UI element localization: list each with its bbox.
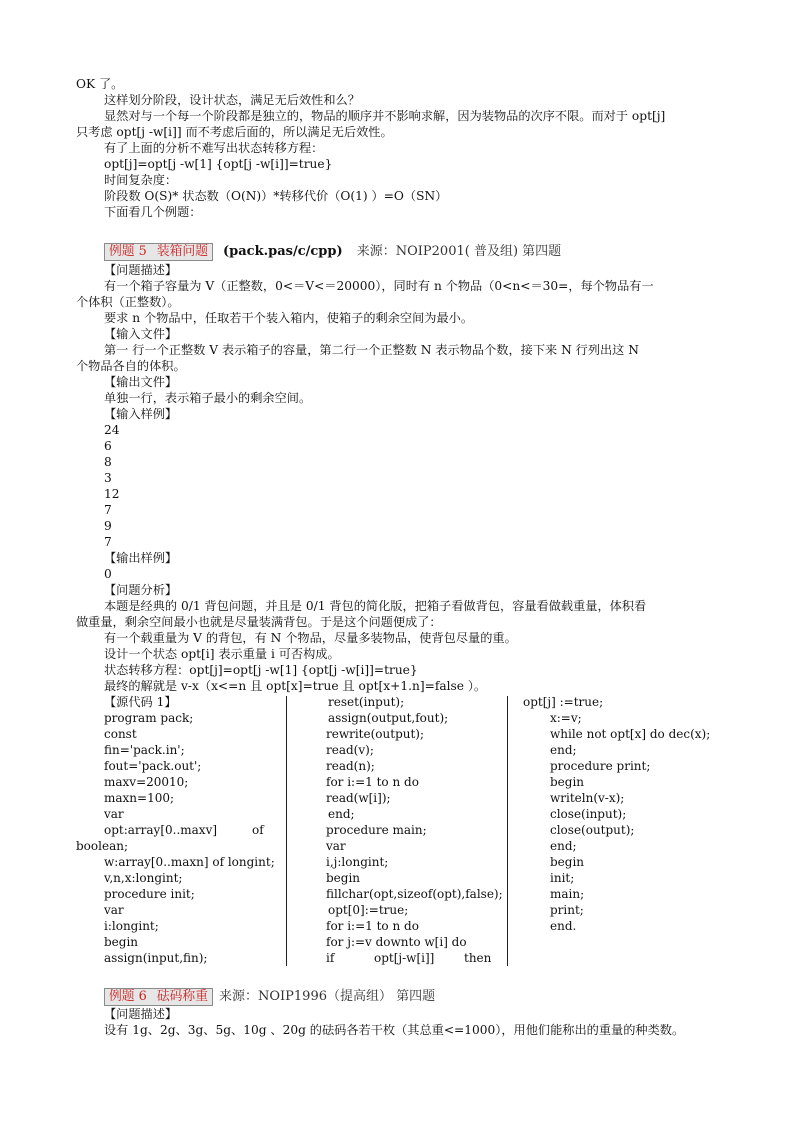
- example6-tag: 例题 6 砝码称重: [104, 988, 213, 1006]
- example5-desc-line-1: 有一个箱子容量为 V（正整数，0<＝V<＝20000），同时有 n 个物品（0<n<＝30=，每个物品有一: [104, 279, 654, 293]
- example5-analysis-line-4: 设计一个状态 opt[i] 表示重量 i 可否构成。: [104, 647, 340, 661]
- example5-tag: 例题 5 装箱问题: [104, 243, 213, 261]
- code-column-divider: [507, 696, 508, 966]
- code-line: fin='pack.in';: [104, 743, 185, 757]
- example5-sample-out-heading: 【输出样例】: [104, 551, 178, 565]
- code-line: begin: [550, 775, 585, 789]
- code-line: x:=v;: [550, 711, 582, 725]
- code-line: w:array[0..maxn] of longint;: [104, 855, 275, 869]
- code-line: assign(output,fout);: [328, 711, 449, 725]
- code-line: i,j:longint;: [326, 855, 389, 869]
- sample-in-value: 8: [104, 455, 112, 469]
- code-line: procedure init;: [104, 887, 195, 901]
- code-column-divider: [286, 696, 287, 966]
- code-line: read(n);: [326, 759, 375, 773]
- code-line: end.: [550, 919, 577, 933]
- code-line: maxv=20010;: [104, 775, 189, 789]
- sample-in-value: 7: [104, 503, 112, 517]
- example5-heading: [104, 243, 561, 261]
- example5-analysis-line-3: 有一个载重量为 V 的背包，有 N 个物品，尽量多装物品，使背包尽量的重。: [104, 631, 517, 645]
- example5-analysis-solution: 最终的解就是 v-x（x<=n 且 opt[x]=true 且 opt[x+1.n]=false ）。: [104, 679, 487, 693]
- example6-heading: [104, 988, 435, 1006]
- code-line: i:longint;: [104, 919, 159, 933]
- code-line: read(w[i]);: [326, 791, 391, 805]
- code-line: begin: [326, 871, 361, 885]
- code-line: close(input);: [550, 807, 627, 821]
- code-line: if: [326, 951, 335, 965]
- code-line: for j:=v downto w[i] do: [326, 935, 467, 949]
- code-line: reset(input);: [328, 695, 405, 709]
- sample-out-value: 0: [104, 567, 112, 581]
- code-line: boolean;: [76, 839, 128, 853]
- code-line: for i:=1 to n do: [326, 775, 419, 789]
- code-line: begin: [550, 855, 585, 869]
- sample-in-value: 9: [104, 519, 112, 533]
- code-line: var: [104, 903, 124, 917]
- intro-complexity: 阶段数 O(S)* 状态数（O(N)）*转移代价（O(1) ）=O（SN）: [104, 189, 448, 203]
- example6-desc-heading: 【问题描述】: [104, 1007, 178, 1021]
- code-line: end;: [550, 839, 577, 853]
- code-line: read(v);: [326, 743, 374, 757]
- code-line: maxn=100;: [104, 791, 175, 805]
- sample-in-value: 3: [104, 471, 112, 485]
- code-line: print;: [550, 903, 584, 917]
- example5-file: (pack.pas/c/cpp): [223, 244, 343, 259]
- intro-line-9: 下面看几个例题：: [104, 205, 202, 219]
- example5-analysis-line-2: 做重量，剩余空间最小也就是尽量装满背包。于是这个问题便成了：: [76, 615, 442, 629]
- example5-input-heading: 【输入文件】: [104, 327, 178, 341]
- sample-in-value: 6: [104, 439, 112, 453]
- intro-line-1: OK 了。: [76, 77, 124, 91]
- example5-input-line-1: 第一 行一个正整数 V 表示箱子的容量，第二行一个正整数 N 表示物品个数，接下来 N 行列出这 N: [104, 343, 639, 357]
- code-line: end;: [550, 743, 577, 757]
- example5-desc-line-3: 要求 n 个物品中，任取若干个装入箱内，使箱子的剩余空间为最小。: [104, 311, 474, 325]
- example5-analysis-formula: 状态转移方程：opt[j]=opt[j -w[1] {opt[j -w[i]]=true}: [104, 663, 418, 677]
- code-line: of: [252, 823, 264, 837]
- intro-line-5: 有了上面的分析不难写出状态转移方程：: [104, 141, 324, 155]
- code-line: assign(input,fin);: [104, 951, 208, 965]
- code-line: opt[j-w[i]]: [374, 951, 435, 965]
- code-line: end;: [328, 807, 355, 821]
- code-line: fout='pack.out';: [104, 759, 202, 773]
- code-line: fillchar(opt,sizeof(opt),false);: [326, 887, 503, 901]
- code-line: for i:=1 to n do: [326, 919, 419, 933]
- example5-desc-line-2: 个体积（正整数）。: [76, 295, 180, 309]
- code-line: opt[j] :=true;: [523, 695, 604, 709]
- example5-output-heading: 【输出文件】: [104, 375, 178, 389]
- sample-in-value: 12: [104, 487, 120, 501]
- example5-source: 来源：NOIP2001( 普及组) 第四题: [356, 244, 562, 259]
- code-line: var: [326, 839, 346, 853]
- code-line: program pack;: [104, 711, 194, 725]
- code-line: while not opt[x] do dec(x);: [550, 727, 711, 741]
- sample-in-value: 24: [104, 423, 120, 437]
- code-line: var: [104, 807, 124, 821]
- code-line: writeln(v-x);: [550, 791, 625, 805]
- example6-source: 来源：NOIP1996（提高组） 第四题: [219, 989, 436, 1004]
- intro-line-4: 只考虑 opt[j -w[i]] 而不考虑后面的，所以满足无后效性。: [76, 125, 393, 139]
- sample-in-value: 7: [104, 535, 112, 549]
- example5-input-line-2: 个物品各自的体积。: [76, 359, 186, 373]
- intro-formula: opt[j]=opt[j -w[1] {opt[j -w[i]]=true}: [104, 157, 333, 171]
- code-line: close(output);: [550, 823, 635, 837]
- code-line: v,n,x:longint;: [104, 871, 183, 885]
- code-line: init;: [550, 871, 575, 885]
- example5-code-heading: 【源代码 1】: [104, 695, 177, 709]
- code-line: opt[0]:=true;: [328, 903, 409, 917]
- intro-line-2: 这样划分阶段，设计状态，满足无后效性和么？: [104, 93, 360, 107]
- example5-output-line: 单独一行，表示箱子最小的剩余空间。: [104, 391, 312, 405]
- example5-analysis-heading: 【问题分析】: [104, 583, 178, 597]
- example6-desc-line-1: 设有 1g、2g、3g、5g、10g 、20g 的砝码各若干枚（其总重<=1000），用他们能称出的重量的种类数。: [104, 1023, 685, 1037]
- code-line: procedure main;: [326, 823, 427, 837]
- example5-desc-heading: 【问题描述】: [104, 263, 178, 277]
- intro-line-3: 显然对与一个每一个阶段都是独立的，物品的顺序并不影响求解，因为装物品的次序不限。而对于 opt[j]: [104, 109, 666, 123]
- code-line: main;: [550, 887, 585, 901]
- example5-analysis-line-1: 本题是经典的 0/1 背包问题，并且是 0/1 背包的简化版，把箱子看做背包，容量看做载重量，体积看: [104, 599, 647, 613]
- example5-sample-in-heading: 【输入样例】: [104, 407, 178, 421]
- intro-line-7: 时间复杂度：: [104, 173, 178, 187]
- code-line: begin: [104, 935, 139, 949]
- code-line: const: [104, 727, 137, 741]
- code-line: rewrite(output);: [326, 727, 425, 741]
- code-line: procedure print;: [550, 759, 651, 773]
- code-line: opt:array[0..maxv]: [104, 823, 218, 837]
- code-line: then: [464, 951, 492, 965]
